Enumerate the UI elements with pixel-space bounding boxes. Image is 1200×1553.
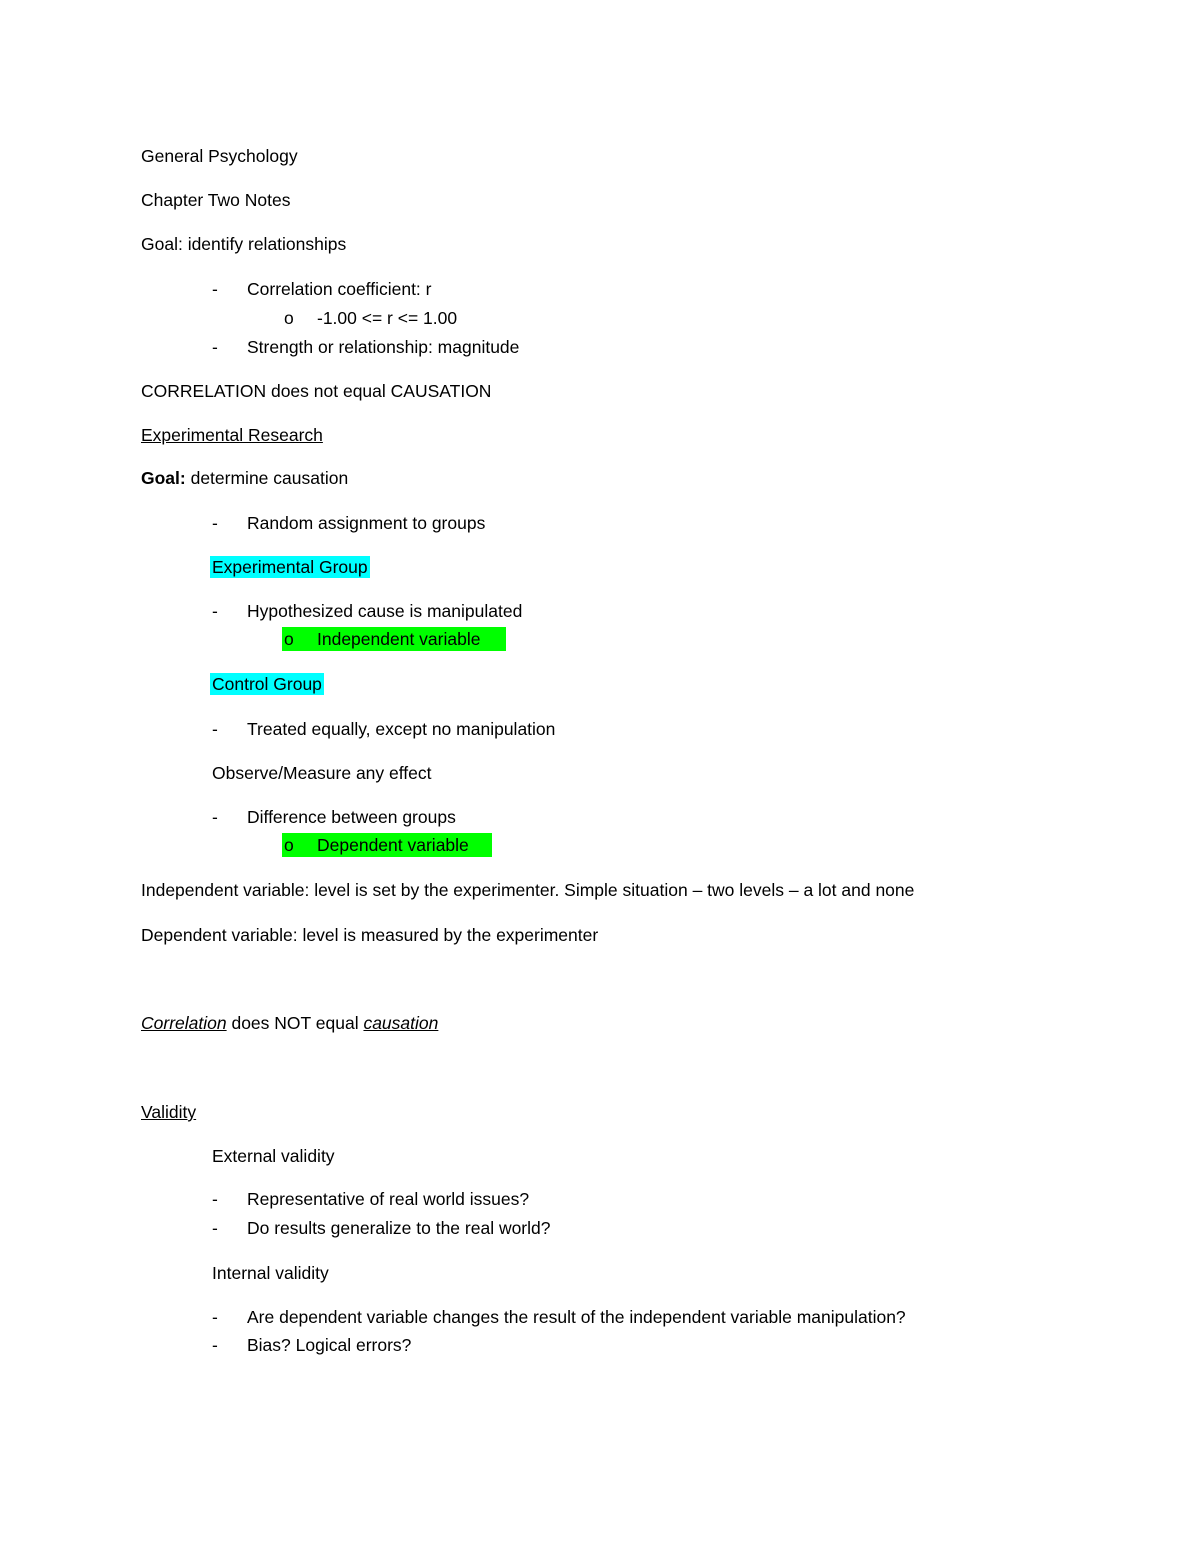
correlation-word: Correlation bbox=[141, 1013, 227, 1033]
sub-bullet-range: -1.00 <= r <= 1.00 bbox=[317, 308, 458, 328]
experimental-group-heading bbox=[212, 556, 370, 578]
internal-validity-heading: Internal validity bbox=[212, 1263, 329, 1283]
bullet-dependent-changes: Are dependent variable changes the result of the independent variable manipulation? bbox=[247, 1307, 906, 1327]
bullet-generalize: Do results generalize to the real world? bbox=[247, 1218, 551, 1238]
bullet-correlation-coefficient: Correlation coefficient: r bbox=[247, 279, 432, 299]
dash-marker: - bbox=[212, 1218, 218, 1238]
dash-marker: - bbox=[212, 1189, 218, 1209]
sub-marker: o bbox=[284, 835, 294, 855]
dash-marker: - bbox=[212, 1307, 218, 1327]
goal-text: determine causation bbox=[185, 468, 349, 488]
bullet-representative: Representative of real world issues? bbox=[247, 1189, 530, 1209]
dash-marker: - bbox=[212, 807, 218, 827]
dv-definition: Dependent variable: level is measured by the experimenter bbox=[141, 925, 599, 945]
bullet-bias: Bias? Logical errors? bbox=[247, 1335, 412, 1355]
doc-title: General Psychology bbox=[141, 146, 298, 166]
sub-bullet-independent-variable: Independent variable bbox=[317, 629, 481, 649]
bullet-difference: Difference between groups bbox=[247, 807, 456, 827]
observe-heading: Observe/Measure any effect bbox=[212, 763, 432, 783]
dash-marker: - bbox=[212, 513, 218, 533]
bullet-random-assignment: Random assignment to groups bbox=[247, 513, 486, 533]
correlation-causation-line bbox=[141, 1012, 438, 1034]
sub-marker: o bbox=[284, 308, 294, 328]
bullet-hypothesized-cause: Hypothesized cause is manipulated bbox=[247, 601, 523, 621]
goal-label: Goal: bbox=[141, 468, 186, 488]
bullet-strength: Strength or relationship: magnitude bbox=[247, 337, 520, 357]
sub-bullet-dependent-variable: Dependent variable bbox=[317, 835, 469, 855]
control-group-heading bbox=[212, 673, 324, 695]
bullet-treated-equally: Treated equally, except no manipulation bbox=[247, 719, 556, 739]
goal-line-2 bbox=[141, 467, 348, 489]
dash-marker: - bbox=[212, 1335, 218, 1355]
validity-heading: Validity bbox=[141, 1102, 197, 1122]
dash-marker: - bbox=[212, 337, 218, 357]
cyan-highlight: Experimental Group bbox=[212, 557, 368, 577]
causation-word: causation bbox=[363, 1013, 439, 1033]
iv-definition: Independent variable: level is set by the experimenter. Simple situation – two levels – a lot and none bbox=[141, 880, 915, 900]
goal-text: identify relationships bbox=[182, 234, 347, 254]
goal-line-1 bbox=[141, 233, 346, 255]
doc-subtitle: Chapter Two Notes bbox=[141, 190, 291, 210]
cyan-highlight: Control Group bbox=[212, 674, 322, 694]
sub-marker: o bbox=[284, 629, 294, 649]
goal-label: Goal: bbox=[141, 234, 183, 254]
experimental-research-heading: Experimental Research bbox=[141, 425, 323, 445]
dash-marker: - bbox=[212, 279, 218, 299]
middle-text: does NOT equal bbox=[226, 1013, 364, 1033]
dash-marker: - bbox=[212, 601, 218, 621]
correlation-warning: CORRELATION does not equal CAUSATION bbox=[141, 381, 492, 401]
dash-marker: - bbox=[212, 719, 218, 739]
external-validity-heading: External validity bbox=[212, 1146, 335, 1166]
